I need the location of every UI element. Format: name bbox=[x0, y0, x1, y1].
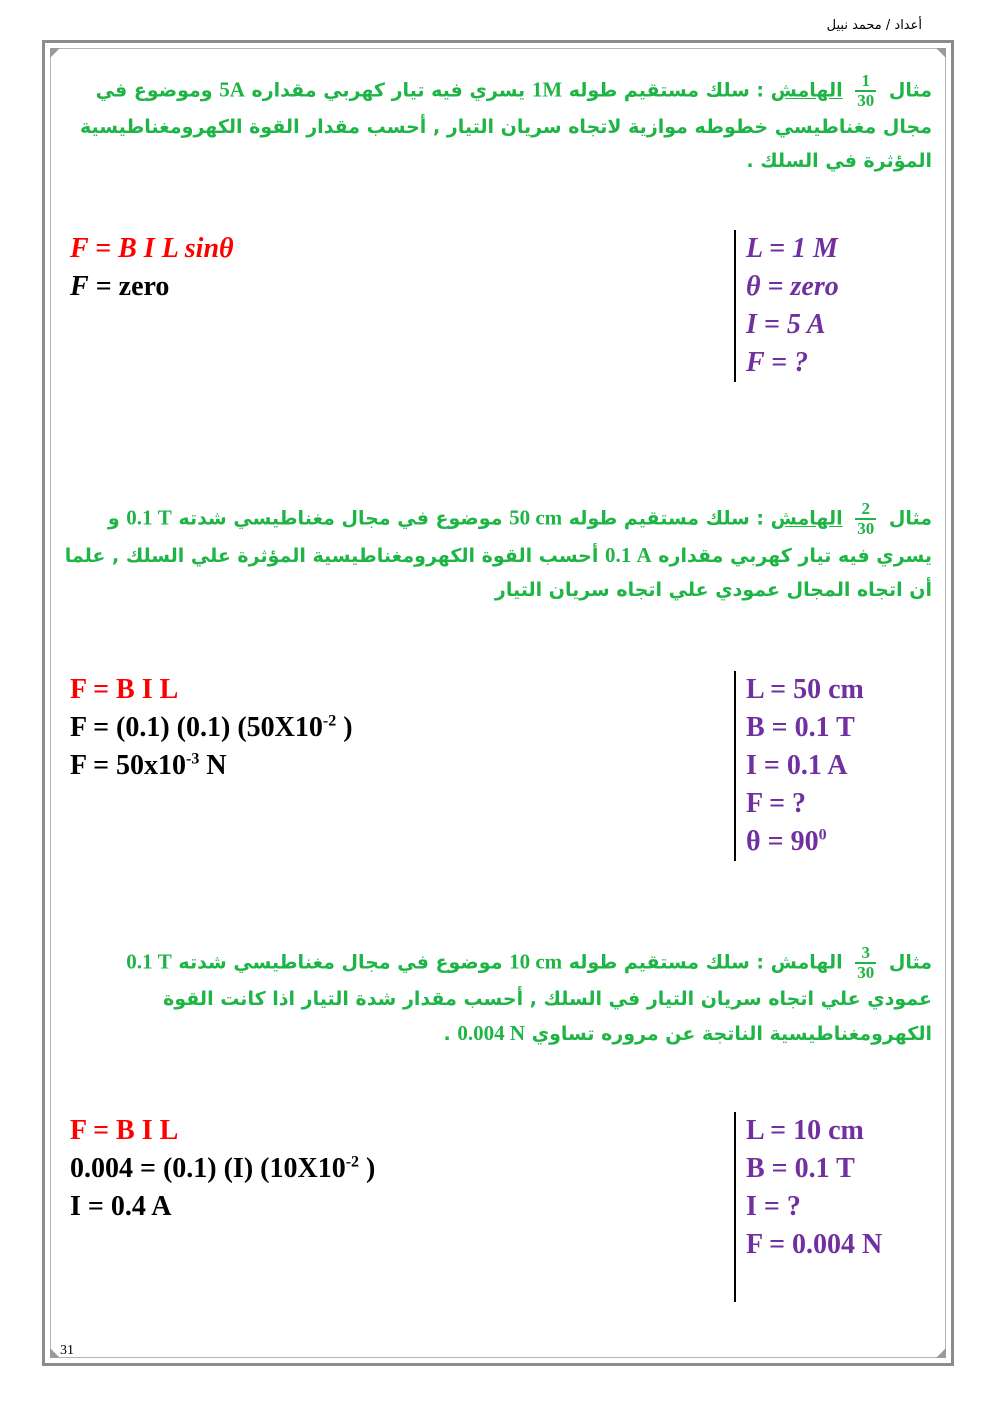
solution-line: 0.004 = (0.1) (I) ($10X10^{-2}$ ) bbox=[70, 1153, 376, 1184]
solution-line: F = B I L bbox=[70, 674, 179, 705]
given-line: I = ? bbox=[746, 1191, 801, 1222]
given-line: F = 0.004 N bbox=[746, 1229, 883, 1260]
example-3-given bbox=[734, 1112, 882, 1302]
solution-line: $F = 50x10^{-3}$ N bbox=[70, 750, 227, 781]
margin-label: الهامش bbox=[770, 79, 843, 102]
margin-label: الهامش bbox=[770, 951, 843, 974]
solution-line: I = 0.4 A bbox=[70, 1191, 172, 1222]
example-word: مثال bbox=[888, 79, 932, 102]
example-1-solution bbox=[70, 230, 234, 306]
given-line: $\theta = 90^0$ bbox=[746, 826, 827, 857]
solution-line: F = B I L sinθ bbox=[70, 233, 234, 264]
example-fraction: $\frac{3}{30}$ bbox=[857, 943, 875, 982]
solution-line: F = B I L bbox=[70, 1115, 179, 1146]
example-fraction: $\frac{1}{30}$ bbox=[857, 71, 875, 110]
example-3-solution bbox=[70, 1112, 375, 1226]
solution-line: F = (0.1) (0.1) ($50X10^{-2}$ ) bbox=[70, 712, 353, 743]
solution-line: F = zero bbox=[70, 271, 170, 302]
example-1-given bbox=[734, 230, 839, 382]
given-line: F = ? bbox=[746, 788, 807, 819]
given-line: F = ? bbox=[746, 347, 809, 378]
given-line: L = 10 cm bbox=[746, 1115, 864, 1146]
given-line: B = 0.1 T bbox=[746, 1153, 855, 1184]
given-line: L = 50 cm bbox=[746, 674, 864, 705]
given-line: L = 1 M bbox=[746, 233, 838, 264]
example-fraction: $\frac{2}{30}$ bbox=[857, 499, 875, 538]
corner-ornament bbox=[936, 1348, 946, 1358]
example-2-solution bbox=[70, 671, 353, 785]
given-line: I = 5 A bbox=[746, 309, 826, 340]
given-line: I = 0.1 A bbox=[746, 750, 848, 781]
author-header: أعداد / محمد نبيل bbox=[826, 18, 922, 33]
corner-ornament bbox=[50, 1348, 60, 1358]
given-line: θ = zero bbox=[746, 271, 839, 302]
page-number: 31 bbox=[60, 1343, 74, 1358]
example-2-given bbox=[734, 671, 864, 861]
example-2-problem: مثال $\frac{2}{30}$ الهامش : سلك مستقيم طوله 50 cm موضوع في مجال مغناطيسي شدته 0.1 T و يسري فيه تيار كهربي مقداره 0.1 A أحسب القوة الكهرومغناطيسية المؤثرة علي السلك , علما أن اتجاه المجال عمودي علي اتجاه سريان التيار bbox=[64, 499, 932, 601]
example-1-problem: مثال $\frac{1}{30}$ الهامش : سلك مستقيم طوله 1M يسري فيه تيار كهربي مقداره 5A وموضوع في مجال مغناطيسي خطوطه موازية لاتجاه سريان التيار , أحسب مقدار القوة الكهرومغناطيسية المؤثرة في السلك . bbox=[80, 71, 932, 172]
margin-label: الهامش bbox=[770, 507, 843, 530]
corner-ornament bbox=[936, 48, 946, 58]
given-line: B = 0.1 T bbox=[746, 712, 855, 743]
example-3-problem: مثال $\frac{3}{30}$ الهامش : سلك مستقيم طوله 10 cm موضوع في مجال مغناطيسي شدته 0.1 T عمودي علي اتجاه سريان التيار في السلك , أحسب مقدار شدة التيار اذا كانت القوة الكهرومغناطيسية الناتجة عن مروره تساوي 0.004 N . bbox=[126, 943, 932, 1045]
corner-ornament bbox=[50, 48, 60, 58]
